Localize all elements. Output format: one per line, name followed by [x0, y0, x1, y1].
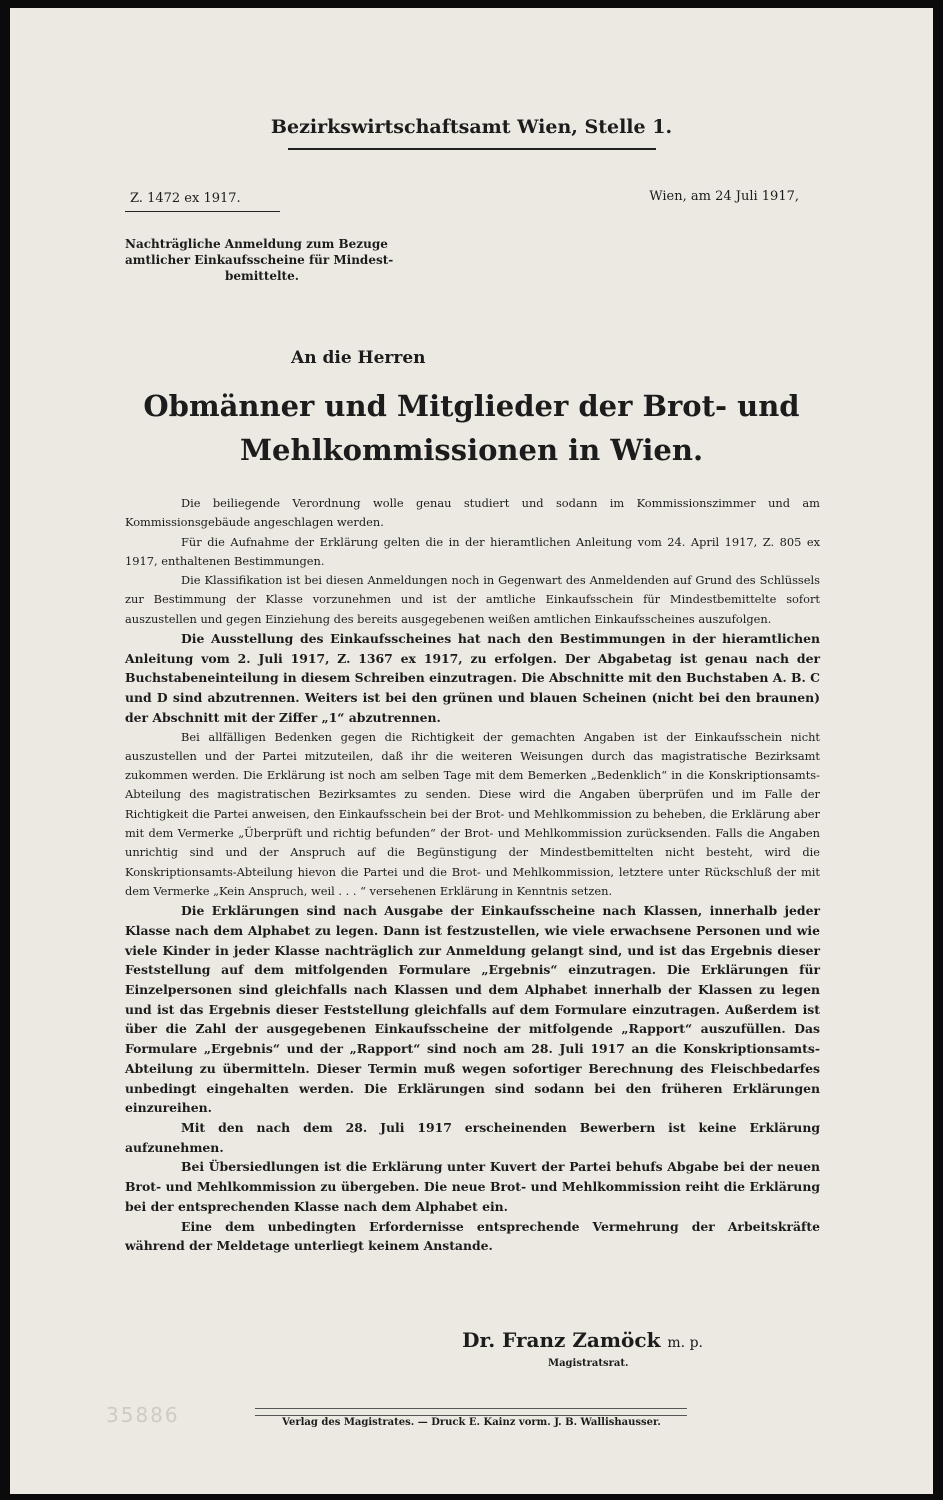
body-text	[125, 494, 820, 1256]
paragraph-bold: Mit den nach dem 28. Juli 1917 erscheinenden Bewerbern ist keine Erklärung aufzunehmen.	[125, 1120, 820, 1155]
signature-suffix: m. p.	[667, 1335, 703, 1351]
signature-role: Magistratsrat.	[548, 1358, 629, 1369]
salutation: An die Herren	[291, 348, 426, 368]
subject-line-3: bemittelte.	[225, 269, 299, 283]
printer-imprint: Verlag des Magistrates. — Druck E. Kainz vorm. J. B. Wallishausser.	[282, 1417, 661, 1428]
signature-name: Dr. Franz Zamöck	[462, 1328, 661, 1352]
paragraph: Die beiliegende Verordnung wolle genau studiert und sodann im Kommissionszimmer und am Kommissionsgebäude angeschlagen werden.	[125, 496, 820, 530]
document-page	[10, 8, 933, 1494]
addressee-title	[10, 384, 933, 472]
reference-number: Z. 1472 ex 1917.	[130, 191, 241, 206]
subject-line-1: Nachträgliche Anmeldung zum Bezuge	[125, 237, 388, 251]
subject-line-2: amtlicher Einkaufsscheine für Mindest-	[125, 253, 394, 267]
paragraph-bold: Die Ausstellung des Einkaufsscheines hat nach den Bestimmungen in der hieramtlichen Anleitung vom 2. Juli 1917, Z. 1367 ex 1917, zu erfolgen. Der Abgabetag ist genau nach der Buchstabeneinteilung in diesem Schreiben einzutragen. Die Abschnitte mit den Buchstaben A. B. C und D sind abzutrennen. Weiters ist bei den grünen und blauen Scheinen (nicht bei den braunen) der Abschnitt mit der Ziffer „1“ abzutrennen.	[125, 631, 820, 725]
paragraph-bold: Eine dem unbedingten Erfordernisse entsprechende Vermehrung der Arbeitskräfte während der Meldetage unterliegt keinem Anstande.	[125, 1218, 820, 1254]
dateline: Wien, am 24 Juli 1917,	[649, 189, 799, 204]
subject-block	[125, 236, 410, 284]
signature	[462, 1328, 703, 1352]
footer-rule	[255, 1408, 687, 1416]
paragraph-bold: Bei Übersiedlungen ist die Erklärung unter Kuvert der Partei behufs Abgabe bei der neuen Brot- und Mehlkommission zu übergeben. Die neue Brot- und Mehlkommission reiht die Erklärung bei der entsprechenden Klasse nach dem Alphabet ein.	[125, 1159, 820, 1214]
archive-stamp: 35886	[106, 1403, 180, 1427]
header-underline	[288, 148, 656, 150]
reference-underline	[125, 211, 280, 212]
title-line-1: Obmänner und Mitglieder der Brot- und	[143, 389, 800, 423]
paragraph-bold: Die Erklärungen sind nach Ausgabe der Einkaufsscheine nach Klassen, innerhalb jeder Klasse nach dem Alphabet zu legen. Dann ist festzustellen, wie viele erwachsene Personen und wie viele Kinder in jeder Klasse nachträglich zur Anmeldung gelangt sind, und ist das Ergebnis dieser Feststellung auf dem mitfolgenden Formulare „Ergebnis“ einzutragen. Die Erklärungen für Einzelpersonen sind gleichfalls nach Klassen und dem Alphabet innerhalb der Klassen zu legen und ist das Ergebnis dieser Feststellung gleichfalls auf dem Formulare einzutragen. Außerdem ist über die Zahl der ausgegebenen Einkaufsscheine der mitfolgende „Rapport“ auszufüllen. Das Formulare „Ergebnis“ und der „Rapport“ sind noch am 28. Juli 1917 an die Konskriptionsamts-Abteilung zu übermitteln. Dieser Termin muß wegen sofortiger Berechnung des Fleischbedarfes unbedingt eingehalten werden. Die Erklärungen sind sodann bei den früheren Erklärungen einzureihen.	[125, 903, 820, 1116]
paragraph: Für die Aufnahme der Erklärung gelten die in der hieramtlichen Anleitung vom 24. April 1917, Z. 805 ex 1917, enthaltenen Bestimmungen.	[125, 534, 820, 568]
paragraph: Bei allfälligen Bedenken gegen die Richtigkeit der gemachten Angaben ist der Einkaufsschein nicht auszustellen und der Partei mitzuteilen, daß ihr die weiteren Weisungen durch das magistratische Bezirksamt zukommen werden. Die Erklärung ist noch am selben Tage mit dem Bemerken „Bedenklich“ in die Konskriptionsamts-Abteilung des magistratischen Bezirksamtes zu senden. Diese wird die Angaben überprüfen und im Falle der Richtigkeit die Partei anweisen, den Einkaufsschein bei der Brot- und Mehlkommission zu beheben, die Erklärung aber mit dem Vermerke „Überprüft und richtig befunden“ der Brot- und Mehlkommission zurücksenden. Falls die Angaben unrichtig sind und der Anspruch auf die Begünstigung der Mindestbemittelten nicht besteht, wird die Konskriptionsamts-Abteilung hievon die Partei und die Brot- und Mehlkommission, letztere unter Rückschluß der mit dem Vermerke „Kein Anspruch, weil . . . “ versehenen Erklärung in Kenntnis setzen.	[125, 729, 820, 898]
paragraph: Die Klassifikation ist bei diesen Anmeldungen noch in Gegenwart des Anmeldenden auf Grund des Schlüssels zur Bestimmung der Klasse vorzunehmen und ist der amtliche Einkaufsschein für Mindestbemittelte sofort auszustellen und gegen Einziehung des bereits ausgegebenen weißen amtlichen Einkaufsscheines auszufolgen.	[125, 573, 820, 626]
office-header: Bezirkswirtschaftsamt Wien, Stelle 1.	[270, 116, 673, 138]
title-line-2: Mehlkommissionen in Wien.	[239, 433, 704, 467]
